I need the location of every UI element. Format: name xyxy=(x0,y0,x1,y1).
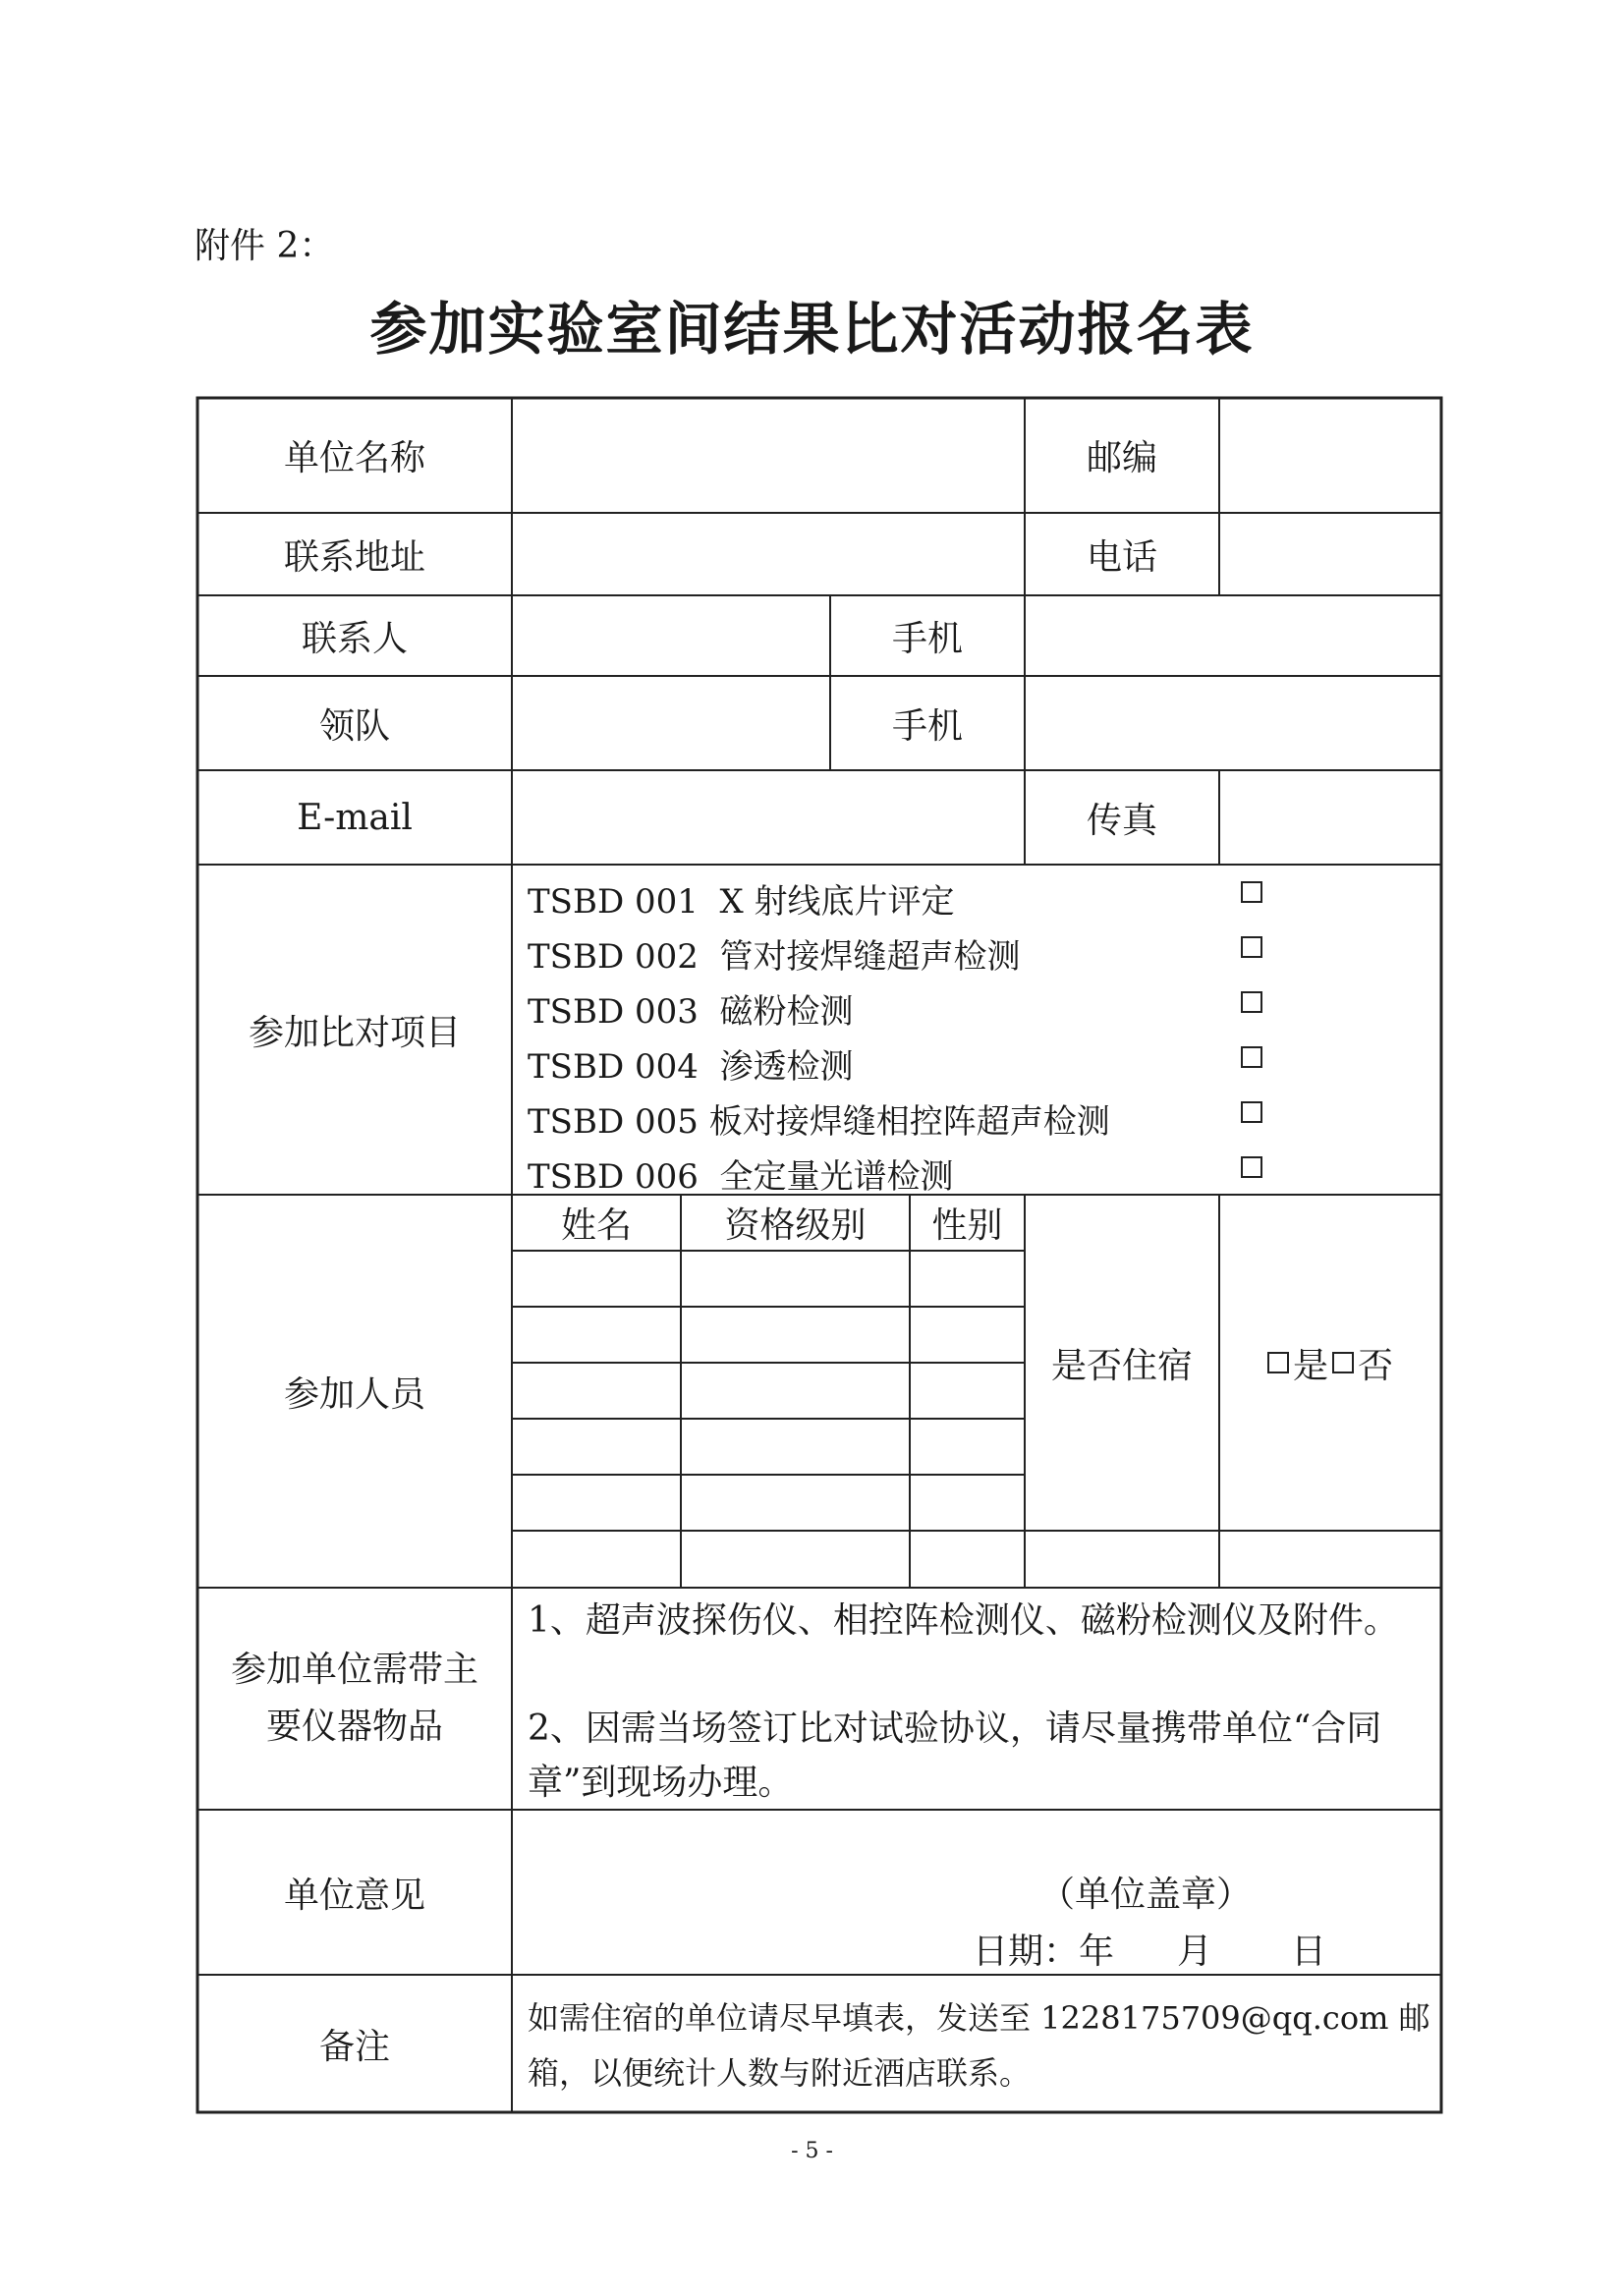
fax-field[interactable] xyxy=(1219,770,1441,865)
lodging-yes-checkbox[interactable] xyxy=(1267,1352,1289,1373)
project-checkbox-3[interactable] xyxy=(1241,991,1262,1017)
lodging-options xyxy=(1219,1195,1441,1531)
unit-name-field[interactable] xyxy=(512,398,1025,513)
requirement-2: 2、因需当场签订比对试验协议，请尽量携带单位“合同章”到现场办理。 xyxy=(528,1708,1382,1803)
contact-mobile-label: 手机 xyxy=(891,618,963,659)
date-line: 日期：年 月 日 xyxy=(973,1932,1327,1972)
leader-mobile-label: 手机 xyxy=(891,705,963,747)
project-item: TSBD 001 X 射线底片评定 xyxy=(528,882,955,922)
lodging-no-label: 否 xyxy=(1358,1345,1394,1386)
project-item: TSBD 003 磁粉检测 xyxy=(528,992,854,1032)
leader-mobile-field[interactable] xyxy=(1025,676,1441,770)
phone-field[interactable] xyxy=(1219,513,1441,595)
contact-field[interactable] xyxy=(512,595,830,676)
leader-field[interactable] xyxy=(512,676,830,770)
address-label: 联系地址 xyxy=(283,536,425,578)
projects-label: 参加比对项目 xyxy=(248,1012,461,1053)
lodging-yes-label: 是 xyxy=(1292,1345,1328,1386)
stamp-note: （单位盖章） xyxy=(1039,1875,1253,1915)
project-checkbox-2[interactable] xyxy=(1241,936,1262,962)
fax-label: 传真 xyxy=(1086,800,1157,841)
personnel-label: 参加人员 xyxy=(283,1373,425,1415)
phone-label: 电话 xyxy=(1086,536,1157,578)
opinion-label: 单位意见 xyxy=(283,1875,425,1916)
col-gender-header: 性别 xyxy=(931,1205,1003,1246)
project-checkbox-5[interactable] xyxy=(1241,1101,1262,1127)
requirement-1: 1、超声波探伤仪、相控阵检测仪、磁粉检测仪及附件。 xyxy=(528,1600,1399,1641)
project-checkbox-1[interactable] xyxy=(1241,881,1262,907)
email-label: E-mail xyxy=(297,797,413,838)
form-title: 参加实验室间结果比对活动报名表 xyxy=(369,296,1255,363)
project-item: TSBD 002 管对接焊缝超声检测 xyxy=(528,937,1021,977)
project-item: TSBD 005 板对接焊缝相控阵超声检测 xyxy=(528,1102,1110,1142)
requirements-label: 参加单位需带主 要仪器物品 xyxy=(230,1650,478,1747)
project-item: TSBD 004 渗透检测 xyxy=(528,1047,854,1087)
leader-label: 领队 xyxy=(318,705,390,747)
address-field[interactable] xyxy=(512,513,1025,595)
page-number: - 5 - xyxy=(791,2139,833,2163)
remarks-text: 如需住宿的单位请尽早填表，发送至 1228175709@qq.com 邮箱，以便统计人数与附近酒店联系。 xyxy=(528,1999,1430,2092)
postcode-field[interactable] xyxy=(1219,398,1441,513)
project-item: TSBD 006 全定量光谱检测 xyxy=(528,1157,954,1197)
col-name-header: 姓名 xyxy=(560,1205,632,1246)
remarks-label: 备注 xyxy=(318,2026,390,2067)
lodging-no-checkbox[interactable] xyxy=(1332,1352,1354,1373)
attachment-label: 附件 2： xyxy=(195,226,335,266)
contact-mobile-field[interactable] xyxy=(1025,595,1441,676)
email-field[interactable] xyxy=(512,770,1025,865)
lodging-label: 是否住宿 xyxy=(1050,1345,1193,1386)
contact-label: 联系人 xyxy=(301,618,408,659)
unit-name-label: 单位名称 xyxy=(283,438,425,478)
project-checkbox-6[interactable] xyxy=(1241,1156,1262,1182)
project-checkbox-4[interactable] xyxy=(1241,1046,1262,1072)
postcode-label: 邮编 xyxy=(1086,438,1157,478)
col-level-header: 资格级别 xyxy=(724,1205,867,1246)
